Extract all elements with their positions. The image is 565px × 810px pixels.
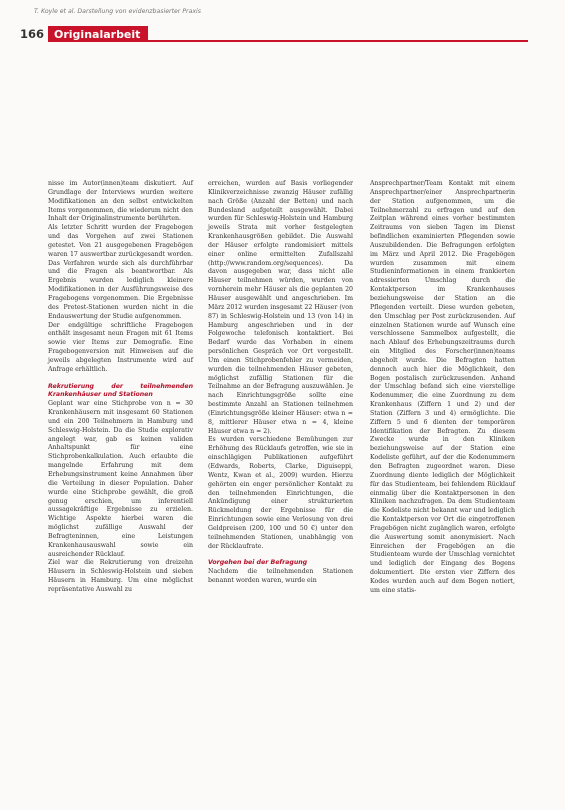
paragraph: Ziel war die Rekrutierung von dreizehn Häusern in Schleswig-Holstein und sieben Häusern in Hamburg. Um eine möglichst repräsentative Auswahl zu bbox=[48, 559, 193, 593]
paragraph: Der endgültige schriftliche Fragebogen enthält insgesamt neun Fragen mit 61 Items sowie vier Items zur Demografie. Eine Fragebogenversion mit Hinweisen auf die jeweils abgelegten Instrumente wird auf Anfrage erhältlich. bbox=[48, 321, 193, 373]
text-column-1 bbox=[48, 180, 193, 595]
section-label: Originalarbeit bbox=[48, 26, 148, 42]
paragraph: Geplant war eine Stichprobe von n = 30 Krankenhäusern mit insgesamt 60 Stationen und ein 200 Teilnehmern in Hamburg und Schleswig-Holstein. Da die Studie explorativ angelegt war, gab es keinen validen Anhaltspunkt für eine Stichprobenkalkulation. Auch erlaubte die mangelnde Erfahrung mit dem Erhebungsinstrument keine Annahmen über die Verteilung in dieser Population. Daher wurde eine Stichprobe gewählt, die groß genug erschien, um inferentiell aussagekräftige Ergebnisse zu erzielen. Wichtige Aspekte hierbei waren die möglichst zufällige Auswahl der Befragteninnen, eine Leistungen Krankenhausauswahl sowie ein ausreichender Rücklauf. bbox=[48, 400, 193, 558]
paragraph: Als letzter Schritt wurden der Fragebogen und das Vorgehen auf zwei Stationen getestet. Von 21 ausgegebenen Fragebögen waren 17 auswertbar zurückgesandt worden. Das Verfahren wurde sich als durchführbar und die Fragen als beantwortbar. Als Ergebnis wurden lediglich kleinere Modifikationen in der Ausführungsweise des Fragebogens vorgenommen. Die Ergebnisse des Pretest-Stationen wurden nicht in die Endauswertung der Studie aufgenommen. bbox=[48, 224, 193, 320]
paragraph: nisse im Autor(innen)team diskutiert. Auf Grundlage der Interviews wurden weitere Modifikationen an den selbst entwickelten Items vorgenommen, die wiederum nicht den Inhalt der Originalinstrumente berührten. bbox=[48, 180, 193, 223]
paragraph: Nachdem die teilnehmenden Stationen benannt worden waren, wurde ein bbox=[208, 568, 353, 585]
text-column-2 bbox=[208, 180, 353, 586]
subheading-procedure: Vorgehen bei der Befragung bbox=[208, 559, 308, 567]
running-head: T. Koyle et al. Darstellung von evidenzbasierter Praxis bbox=[34, 8, 201, 15]
section-header-bar bbox=[20, 26, 528, 42]
paragraph: Ansprechpartner/Team Kontakt mit einem Ansprechpartner/einer Ansprechpartnerin der Station aufgenommen, um die Teilnehmerzahl zu erfragen und auf den Zeitplan während eines vorher bestimmten Zeitraums von sieben Tagen im Dienst befindlichen examinierten Pflegenden sowie Auszubildenden. Die Befragungen erfolgten im März und April 2012. Die Fragebögen wurden zusammen mit einem Studieninformationen in einem frankierten adressierten Umschlag durch die Kontaktperson im Krankenhauses beziehungsweise der Station an die Pflegenden verteilt. Diese wurden gebeten, den Umschlag per Post zurückzusenden. Auf einzelnen Stationen wurde auf Wunsch eine verschlossene Sammelbox aufgestellt, die nach Ablauf des Erhebungszeitraums durch ein Mitglied des Forscher(innen)teams abgeholt wurde. Die Befragten hatten dennoch auch hier die Möglichkeit, den Bogen postalisch zurückzusenden. Anhand der Umschlag befand sich eine vierstellige Kodenummer, die eine Zuordnung zu dem Krankenhaus (Ziffern 1 und 2) und der Station (Ziffern 3 und 4) ermöglichte. Die Ziffern 5 und 6 dienten der temporären Identifikation der Befragten. Zu diesem Zwecke wurde in den Kliniken beziehungsweise auf der Station eine Kodeliste geführt, auf der die Kodenummern den Befragten zugeordnet waren. Diese Zuordnung diente lediglich der Möglichkeit für das Studienteam, bei fehlendem Rücklauf einmalig über die Kontaktpersonen in den Kliniken nachzufragen. Da dem Studienteam die Kodeliste nicht bekannt war und lediglich die Kontaktperson vor Ort die eingetroffenen Fragebögen nicht zugänglich waren, erfolgte die Auswertung somit anonymisiert. Nach Einreichen der Fragebögen an die Studienteam wurde der Umschlag vernichtet und lediglich der Eingang des Bogens dokumentiert. Die ersten vier Ziffern des Kodes wurden auch auf dem Bogen notiert, um eine statis- bbox=[370, 180, 515, 594]
page-number: 166 bbox=[20, 27, 45, 41]
paragraph: Es wurden verschiedene Bemühungen zur Erhöhung des Rücklaufs getroffen, wie sie in einschlägigen Publikationen aufgeführt (Edwards, Roberts, Clarke, Diguiseppi, Wentz, Kwan et al., 2009) wurden. Hierzu gehörten ein enger persönlicher Kontakt zu den teilnehmenden Einrichtungen, die Ankündigung einer strukturierten Rückmeldung der Ergebnisse für die Einrichtungen sowie eine Verlosung von drei Geldpreisen (200, 100 und 50 €) unter den teilnehmenden Stationen, unabhängig von der Rücklaufrate. bbox=[208, 436, 353, 550]
text-column-3 bbox=[370, 180, 515, 596]
section-rule bbox=[148, 26, 528, 42]
subheading-recruitment: Rekrutierung der teilnehmenden Krankenhäuser und Stationen bbox=[48, 382, 193, 399]
paragraph: erreichen, wurden auf Basis vorliegender Klinikverzeichnisse zwanzig Häuser zufällig nach Größe (Anzahl der Betten) und nach Bundesland aufgeteilt ausgewählt. Dabei wurden für Schleswig-Holstein und Hamburg jeweils Strata mit vorher festgelegten Krankenhausgrößen gebildet. Die Auswahl der Häuser erfolgte randomisiert mittels einer online ermittelten Zufallszahl (http://www.random.org/sequences). Da davon ausgegeben war, dass nicht alle Häuser teilnehmen würden, wurden von vornherein mehr Häuser als die geplanten 20 Häuser ausgewählt und angeschrieben. Im März 2012 wurden insgesamt 22 Häuser (von 87) in Schleswig-Holstein und 13 (von 14) in Hamburg angeschrieben und in der Folgewoche telefonisch kontaktiert. Bei Bedarf wurde das Vorhaben in einem persönlichen Gespräch vor Ort vorgestellt. Um einen Stichprobenfehler zu vermeiden, wurden die teilnehmenden Häuser gebeten, möglichst zufällig Stationen für die Teilnahme an der Befragung auszuwählen. Je nach Einrichtungsgröße sollte eine bestimmte Anzahl an Stationen teilnehmen (Einrichtungsgröße kleiner Häuser: etwa n = 8, mittlerer Häuser etwa n = 4, kleine Häuser etwa n = 2). bbox=[208, 180, 353, 435]
